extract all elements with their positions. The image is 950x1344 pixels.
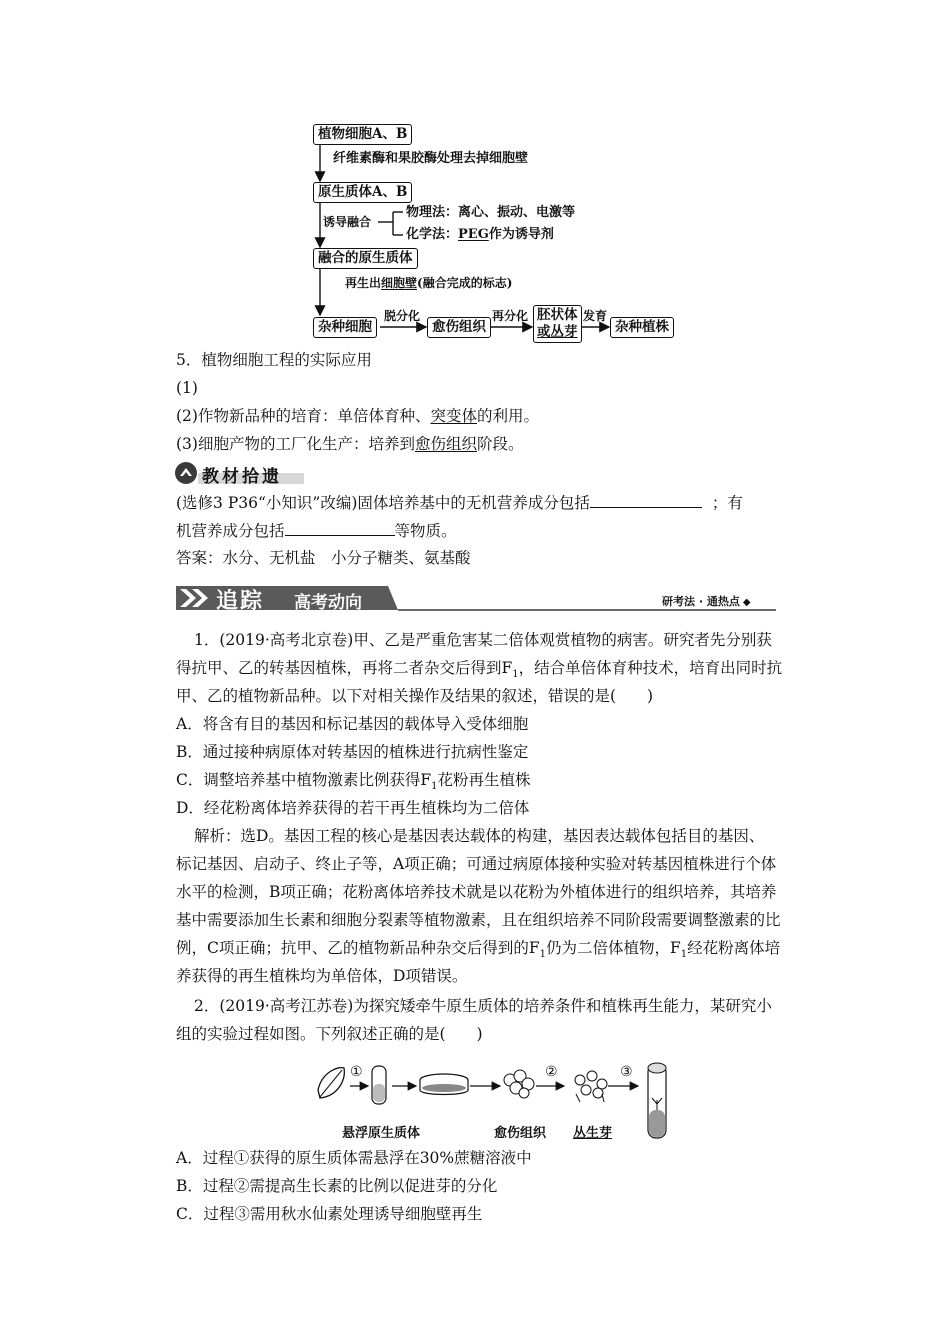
- label-dedifferentiation: 脱分化: [384, 309, 421, 323]
- q1-line2b: ，结合单倍体育种技术，培育出同时抗: [518, 659, 783, 677]
- jiaocai-q-line2a: 机营养成分包括: [176, 522, 285, 540]
- section5-title: 5．植物细胞工程的实际应用: [176, 351, 372, 369]
- experiment-figure: [310, 1060, 710, 1160]
- callus-icon: [504, 1070, 534, 1098]
- item2-mutant: 突变体: [430, 407, 477, 425]
- node-fused-protoplast: 融合的原生质体: [313, 248, 418, 269]
- zhuizong-right: [662, 593, 751, 609]
- q1-line1: 1．(2019·高考北京卷)甲、乙是严重危害某二倍体观赏植物的病害。研究者先分别获: [194, 631, 772, 649]
- q1-line2a: 得抗甲、乙的转基因植株，再将二者杂交后得到F: [176, 659, 513, 677]
- jiaocai-header: [174, 461, 304, 485]
- q1-optc-sub: 1: [431, 781, 438, 793]
- item2-suffix: 的利用。: [476, 407, 539, 425]
- zhuizong-right-text: 研考法 · 通热点: [662, 595, 740, 608]
- fig-label-shoots: 丛生芽: [573, 1126, 613, 1141]
- jiaocai-question-line2: [176, 521, 457, 541]
- zhuizong-big: 追踪: [216, 589, 265, 614]
- fig-step2: ②: [545, 1064, 558, 1080]
- chemical-suffix: 作为诱导剂: [488, 227, 554, 242]
- embryoid-line2-text: 或丛芽: [537, 324, 578, 340]
- q1-optc-a: C．调整培养基中植物激素比例获得F: [176, 771, 432, 789]
- chemical-method: [406, 227, 554, 242]
- node-protoplasts: 原生质体A、B: [313, 182, 412, 203]
- diamond-icon: ◆: [742, 597, 751, 608]
- book-icon: [174, 461, 198, 485]
- q1-explanation-1: 解析：选D。基因工程的核心是基因表达载体的构建，基因表达载体包括目的基因、: [194, 827, 765, 845]
- step-regenerate-wall: [345, 276, 512, 291]
- step3-prefix: 再生出: [345, 276, 382, 290]
- q1-option-c: [176, 770, 531, 797]
- zhuizong-banner: [176, 584, 776, 614]
- q1-option-b: B．通过接种病原体对转基因的植株进行抗病性鉴定: [176, 743, 529, 761]
- q1-exp5b: 仍为二倍体植物，F: [546, 939, 681, 957]
- q2-option-c: C．过程③需用秋水仙素处理诱导细胞壁再生: [176, 1205, 483, 1223]
- q1-exp5c: 经花粉离体培: [687, 939, 781, 957]
- q1-line2: [176, 658, 782, 685]
- fusion-label: 诱导融合: [323, 215, 372, 229]
- section5-item2: [176, 406, 539, 426]
- q2-option-b: B．过程②需提高生长素的比例以促进芽的分化: [176, 1177, 498, 1195]
- zhuizong-title: 高考动向: [294, 593, 362, 613]
- blank-organic: [285, 521, 395, 536]
- label-redifferentiation: 再分化: [492, 309, 529, 323]
- jiaocai-q-line2b: 等物质。: [394, 522, 457, 540]
- q1-exp5-sub2: 1: [680, 949, 688, 961]
- node-hybrid-cell: 杂种细胞: [313, 317, 377, 338]
- shoots-icon: [575, 1071, 607, 1102]
- item3-callus: 愈伤组织: [414, 435, 477, 453]
- fig-step3: ③: [620, 1064, 633, 1080]
- q2-option-a: A．过程①获得的原生质体需悬浮在30%蔗糖溶液中: [176, 1149, 532, 1167]
- leaf-icon: [318, 1068, 344, 1098]
- q1-explanation-4: 基中需要添加生长素和细胞分裂素等植物激素，且在组织培养不同阶段需要调整激素的比: [176, 911, 781, 929]
- section5-item1: (1): [176, 379, 198, 397]
- jiaocai-q-part2: ；有: [711, 494, 743, 512]
- q1-explanation-3: 水平的检测，B项正确；花粉离体培养技术就是以花粉为外植体进行的组织培养，其培养: [176, 883, 777, 901]
- jiaocai-title: 教材拾遗: [202, 467, 282, 487]
- jiaocai-question-line1: [176, 493, 743, 513]
- culture-tube-icon: [648, 1063, 666, 1138]
- q1-option-a: A．将含有目的基因和标记基因的载体导入受体细胞: [176, 715, 529, 733]
- embryoid-line2: [537, 324, 578, 341]
- q2-line2: 组的实验过程如图。下列叙述正确的是( ): [176, 1025, 483, 1043]
- item3-suffix: 阶段。: [476, 435, 524, 453]
- fig-label-callus: 愈伤组织: [494, 1126, 547, 1141]
- item2-prefix: (2)作物新品种的培育：单倍体育种、: [176, 407, 431, 425]
- flowchart-lines: [0, 0, 950, 350]
- fig-label-protoplast: 悬浮原生质体: [342, 1126, 421, 1141]
- step3-suffix: (融合完成的标志): [417, 276, 513, 290]
- q1-option-d: D．经花粉离体培养获得的若干再生植株均为二倍体: [176, 799, 530, 817]
- q2-line1: 2．(2019·高考江苏卷)为探究矮牵牛原生质体的培养条件和植株再生能力，某研究小: [194, 997, 772, 1015]
- node-hybrid-plant: 杂种植株: [610, 317, 674, 338]
- node-plant-cells: 植物细胞A、B: [313, 124, 412, 145]
- q1-exp5a: 例，C项正确；抗甲、乙的植物新品种杂交后得到的F: [176, 939, 540, 957]
- chemical-prefix: 化学法：: [406, 227, 459, 242]
- section5-item3: [176, 434, 524, 454]
- item3-prefix: (3)细胞产物的工厂化生产：培养到: [176, 435, 415, 453]
- blank-inorganic: [590, 493, 702, 508]
- q1-optc-b: 花粉再生植株: [437, 771, 531, 789]
- embryoid-line1: 胚状体: [537, 307, 578, 323]
- q1-line2-sub: 1: [512, 669, 519, 681]
- test-tube-icon: [372, 1066, 386, 1104]
- jiaocai-q-part1: (选修3 P36“小知识”改编)固体培养基中的无机营养成分包括: [176, 494, 590, 512]
- q1-exp5-sub1: 1: [539, 949, 546, 961]
- petri-dish-icon: [420, 1074, 468, 1095]
- jiaocai-answer: 答案：水分、无机盐 小分子糖类、氨基酸: [176, 549, 471, 567]
- q1-explanation-6: 养获得的再生植株均为单倍体，D项错误。: [176, 967, 468, 985]
- label-develop: 发育: [583, 309, 608, 323]
- q1-line3: 甲、乙的植物新品种。以下对相关操作及结果的叙述，错误的是( ): [176, 687, 654, 705]
- step-enzyme-treatment: 纤维素酶和果胶酶处理去掉细胞壁: [333, 151, 529, 166]
- fig-step1: ①: [350, 1064, 363, 1080]
- node-callus: 愈伤组织: [427, 317, 491, 338]
- physical-method: 物理法：离心、振动、电激等: [406, 205, 576, 220]
- chemical-peg: PEG: [458, 227, 489, 242]
- q1-explanation-2: 标记基因、启动子、终止子等，A项正确；可通过病原体接种实验对转基因植株进行个体: [176, 855, 777, 873]
- step3-wall: 细胞壁: [381, 276, 418, 290]
- node-embryoid: [533, 305, 582, 343]
- q1-explanation-5: [176, 938, 780, 965]
